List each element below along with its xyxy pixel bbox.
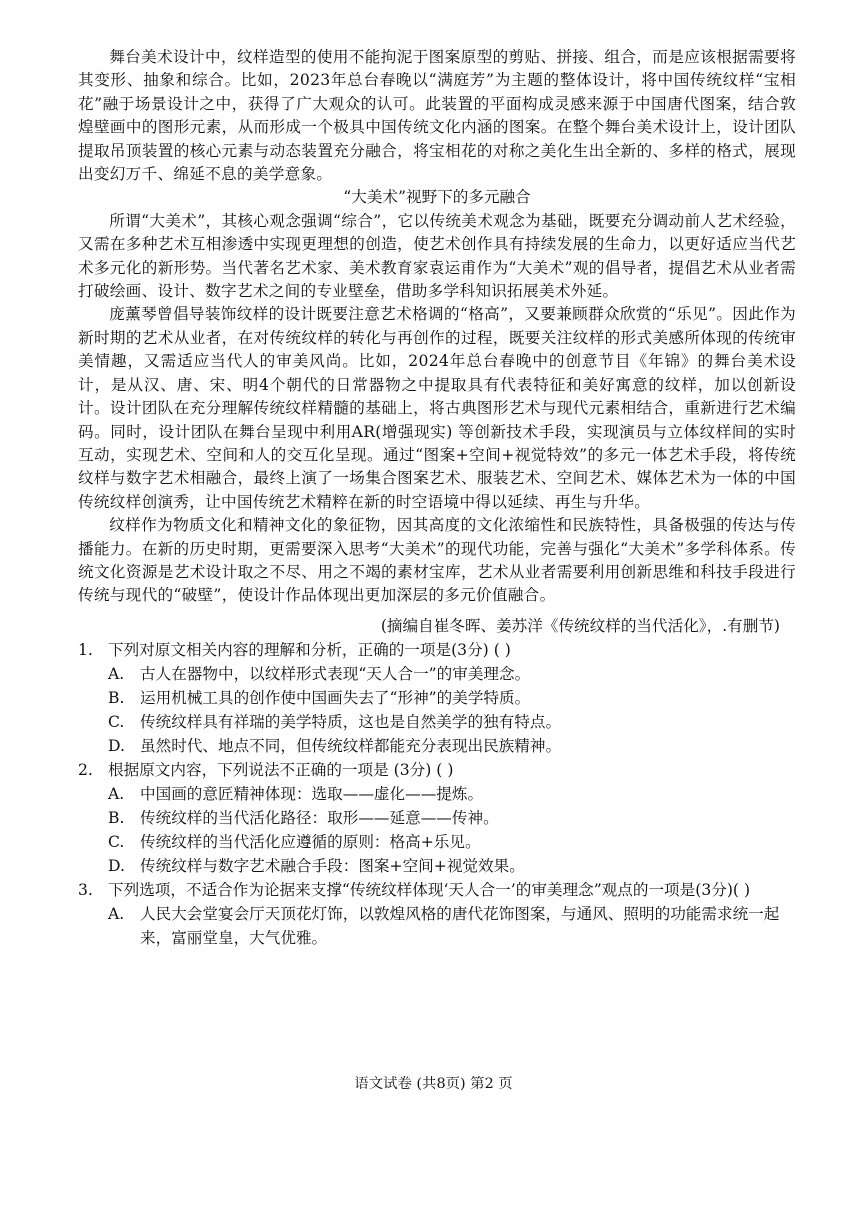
option-text: 传统纹样与数字艺术融合手段：图案+空间+视觉效果。: [140, 856, 525, 875]
option-a: [78, 662, 796, 686]
passage-part-1: [78, 46, 796, 186]
page-footer: 语文试卷 (共8页) 第2 页: [354, 1076, 513, 1092]
passage-paragraph: 庞薰琴曾倡导装饰纹样的设计既要注意艺术格调的“格高”，又要兼顾群众欣赏的“乐见”。因此作为新时期的艺术从业者，在对传统纹样的转化与再创作的过程，既要关注纹样的形式美感所体现的传统审美情趣，又需适应当代人的审美风尚。比如，2024年总台春晚中的创意节目《年锦》的舞台美术设计，是从汉、唐、宋、明4个朝代的日常器物之中提取具有代表特征和美好寓意的纹样，加以创新设计。设计团队在充分理解传统纹样精髓的基础上，将古典图形艺术与现代元素相结合，重新进行艺术编码。同时，设计团队在舞台呈现中利用AR(增强现实) 等创新技术手段，实现演员与立体纹样间的实时互动，实现艺术、空间和人的交互化呈现。通过“图案+空间+视觉特效”的多元一体艺术手段，将传统纹样与数字艺术相融合，最终上演了一场集合图案艺术、服装艺术、空间艺术、媒体艺术为一体的中国传统纹样创演秀，让中国传统艺术精粹在新的时空语境中得以延续、再生与升华。: [78, 305, 796, 511]
question-2: [78, 758, 796, 878]
question-3: [78, 878, 796, 950]
option-b: [78, 686, 796, 710]
option-text: 古人在器物中，以纹样形式表现“天人合一”的审美理念。: [140, 664, 531, 683]
option-text: 运用机械工具的创作使中国画失去了“形神”的美学特质。: [140, 688, 531, 707]
option-key: B.: [108, 688, 125, 707]
option-key: D.: [108, 856, 125, 875]
question-1: [78, 638, 796, 758]
option-d: [78, 854, 796, 878]
option-key: D.: [108, 736, 125, 755]
section-heading: “大美术”视野下的多元融合: [343, 188, 531, 207]
option-text: 人民大会堂宴会厅天顶花灯饰，以敦煌风格的唐代花饰图案，与通风、照明的功能需求统一起来，富丽堂皇，大气优雅。: [140, 904, 780, 947]
option-key: C.: [108, 712, 125, 731]
question-stem: [78, 638, 796, 662]
option-key: A.: [108, 784, 125, 803]
option-a: [78, 782, 796, 806]
option-key: A.: [108, 904, 125, 923]
exam-page: [78, 46, 796, 950]
passage-paragraph: 纹样作为物质文化和精神文化的象征物，因其高度的文化浓缩性和民族特性，具备极强的传达与传播能力。在新的历史时期，更需要深入思考“大美术”的现代功能，完善与强化“大美术”多学科体系。传统文化资源是艺术设计取之不尽、用之不竭的素材宝库，艺术从业者需要利用创新思维和科技手段进行传统与现代的“破壁”，使设计作品体现出更加深层的多元价值融合。: [78, 516, 796, 605]
option-d: [78, 734, 796, 758]
question-stem: [78, 878, 796, 902]
option-text: 虽然时代、地点不同，但传统纹样都能充分表现出民族精神。: [140, 736, 562, 755]
passage-part-2: [78, 210, 796, 608]
option-c: [78, 830, 796, 854]
option-text: 传统纹样具有祥瑞的美学特质，这也是自然美学的独有特点。: [140, 712, 562, 731]
option-b: [78, 806, 796, 830]
source-citation: (摘编自崔冬晖、姜苏洋《传统纹样的当代活化》，.有删节): [380, 616, 780, 635]
option-text: 传统纹样的当代活化路径：取形——延意——传神。: [140, 808, 499, 827]
question-number: 3.: [78, 880, 93, 899]
option-c: [78, 710, 796, 734]
option-key: A.: [108, 664, 125, 683]
question-text: 根据原文内容，下列说法不正确的一项是 (3分) ( ): [108, 760, 454, 779]
question-number: 2.: [78, 760, 93, 779]
question-text: 下列对原文相关内容的理解和分析，正确的一项是(3分) ( ): [108, 640, 511, 659]
option-key: C.: [108, 832, 125, 851]
passage-paragraph: 舞台美术设计中，纹样造型的使用不能拘泥于图案原型的剪贴、拼接、组合，而是应该根据需要将其变形、抽象和综合。比如，2023年总台春晚以“满庭芳”为主题的整体设计，将中国传统纹样“宝相花”融于场景设计之中，获得了广大观众的认可。此装置的平面构成灵感来源于中国唐代图案，结合敦煌壁画中的图形元素，从而形成一个极具中国传统文化内涵的图案。在整个舞台美术设计上，设计团队提取吊顶装置的核心元素与动态装置充分融合，将宝相花的对称之美化生出全新的、多样的格式，展现出变幻万千、绵延不息的美学意象。: [78, 48, 796, 184]
question-stem: [78, 758, 796, 782]
passage-paragraph: 所谓“大美术”，其核心观念强调“综合”，它以传统美术观念为基础，既要充分调动前人艺术经验，又需在多种艺术互相渗透中实现更理想的创造，使艺术创作具有持续发展的生命力，以更好适应当代艺术多元化的新形势。当代著名艺术家、美术教育家袁运甫作为“大美术”观的倡导者，提倡艺术从业者需打破绘画、设计、数字艺术之间的专业壁垒，借助多学科知识拓展美术外延。: [78, 211, 796, 301]
option-key: B.: [108, 808, 125, 827]
option-text: 中国画的意匠精神体现：选取——虚化——提炼。: [140, 784, 484, 803]
question-text: 下列选项，不适合作为论据来支撑“传统纹样体现‘天人合一’的审美理念”观点的一项是(3分)( ): [108, 880, 751, 899]
option-text: 传统纹样的当代活化应遵循的原则：格高+乐见。: [140, 832, 481, 851]
option-a: [78, 902, 796, 950]
question-number: 1.: [78, 640, 93, 659]
